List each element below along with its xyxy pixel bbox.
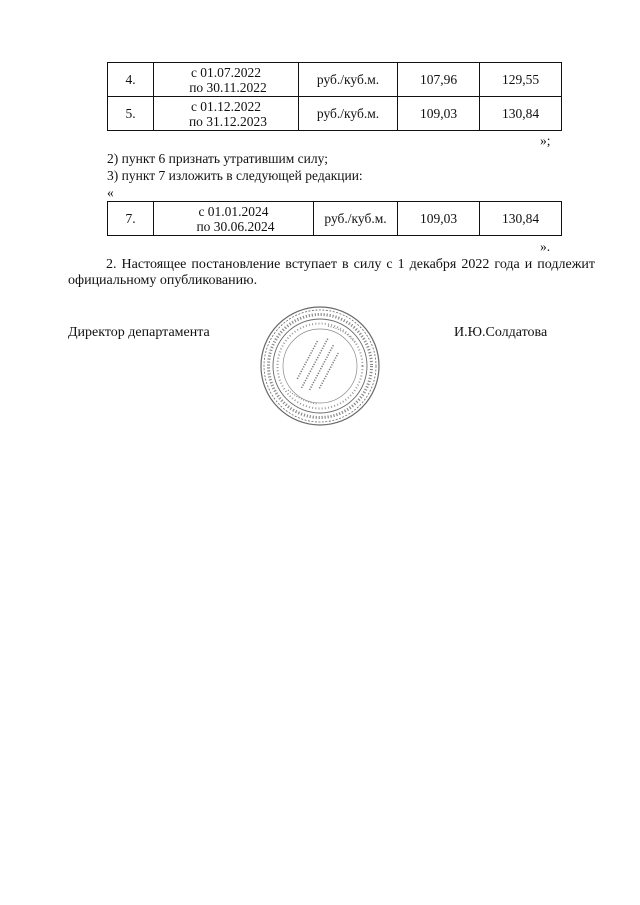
unit-cell: руб./куб.м. [299,63,398,97]
period-start: с 01.07.2022 [190,64,262,80]
closing-quote: ». [540,239,551,254]
opening-quote: « [107,185,114,200]
table-row [108,63,562,97]
closing-quote: »; [540,133,551,148]
period-cell [154,63,299,97]
signature-name: И.Ю.Солдатова [454,325,548,340]
item-2-text: 2) пункт 6 признать утратившим силу; [107,151,328,166]
value-cell: 109,03 [398,202,480,236]
period-cell [154,202,314,236]
period-end: по 30.11.2022 [189,79,267,95]
period-start: с 01.01.2024 [198,203,269,219]
row-number: 5. [108,97,154,131]
seal-icon [258,304,382,428]
table-row [108,202,562,236]
tariff-table-1 [107,62,562,131]
tariff-table-2 [107,201,562,236]
period-cell [154,97,299,131]
unit-cell: руб./куб.м. [299,97,398,131]
row-number: 7. [108,202,154,236]
official-seal [258,304,382,432]
value-cell: 130,84 [480,202,562,236]
signature-position: Директор департамента [68,325,210,340]
item-3-text: 3) пункт 7 изложить в следующей редакции: [107,168,363,183]
value-cell: 129,55 [480,63,562,97]
value-cell: 130,84 [480,97,562,131]
row-number: 4. [108,63,154,97]
period-start: с 01.12.2022 [190,98,262,114]
period-end: по 31.12.2023 [188,113,268,129]
table-row [108,97,562,131]
unit-cell: руб./куб.м. [314,202,398,236]
paragraph-2 [68,257,595,289]
period-end: по 30.06.2024 [196,218,275,234]
paragraph-2-text: 2. Настоящее постановление вступает в силу с 1 декабря 2022 года и подлежит официальному опубликованию. [68,257,595,288]
value-cell: 107,96 [398,63,480,97]
value-cell: 109,03 [398,97,480,131]
